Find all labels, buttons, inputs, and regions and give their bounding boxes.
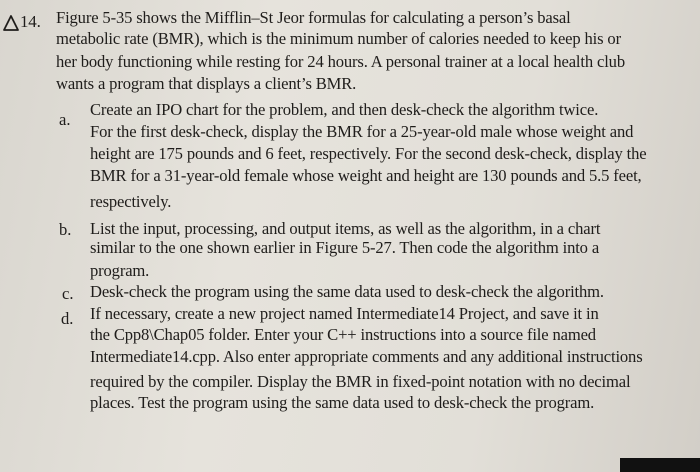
intro-line: wants a program that displays a client’s BMR.: [56, 74, 357, 93]
intro-line: metabolic rate (BMR), which is the minimum number of calories needed to keep his or: [56, 29, 621, 48]
part-line: If necessary, create a new project named Intermediate14 Project, and save it in: [90, 304, 599, 323]
question-number: 14.: [20, 12, 41, 31]
part-line: the Cpp8\Chap05 folder. Enter your C++ instructions into a source file named: [90, 325, 596, 344]
part-line: respectively.: [90, 192, 172, 211]
part-line: List the input, processing, and output items, as well as the algorithm, in a chart: [90, 219, 601, 238]
part-letter: d.: [61, 309, 74, 328]
part-line: Intermediate14.cpp. Also enter appropriate comments and any additional instructions: [90, 347, 643, 366]
intro-line: Figure 5-35 shows the Mifflin–St Jeor formulas for calculating a person’s basal: [56, 8, 571, 27]
part-letter: b.: [59, 220, 72, 239]
part-line: required by the compiler. Display the BMR in fixed-point notation with no decimal: [90, 372, 631, 391]
dark-edge: [620, 458, 700, 472]
part-line: program.: [90, 261, 150, 280]
part-line: Desk-check the program using the same data used to desk-check the algorithm.: [90, 282, 604, 301]
part-line: places. Test the program using the same data used to desk-check the program.: [90, 393, 595, 412]
part-line: For the first desk-check, display the BMR for a 25-year-old male whose weight and: [90, 122, 634, 141]
part-line: BMR for a 31-year-old female whose weight and height are 130 pounds and 5.5 feet,: [90, 166, 642, 185]
part-line: Create an IPO chart for the problem, and then desk-check the algorithm twice.: [90, 100, 599, 119]
part-letter: a.: [59, 110, 71, 129]
intro-line: her body functioning while resting for 24 hours. A personal trainer at a local health club: [56, 52, 625, 71]
part-letter: c.: [62, 284, 74, 303]
part-line: height are 175 pounds and 6 feet, respectively. For the second desk-check, display the: [90, 144, 647, 163]
warning-triangle-icon: [2, 14, 20, 32]
part-line: similar to the one shown earlier in Figure 5-27. Then code the algorithm into a: [90, 238, 600, 257]
